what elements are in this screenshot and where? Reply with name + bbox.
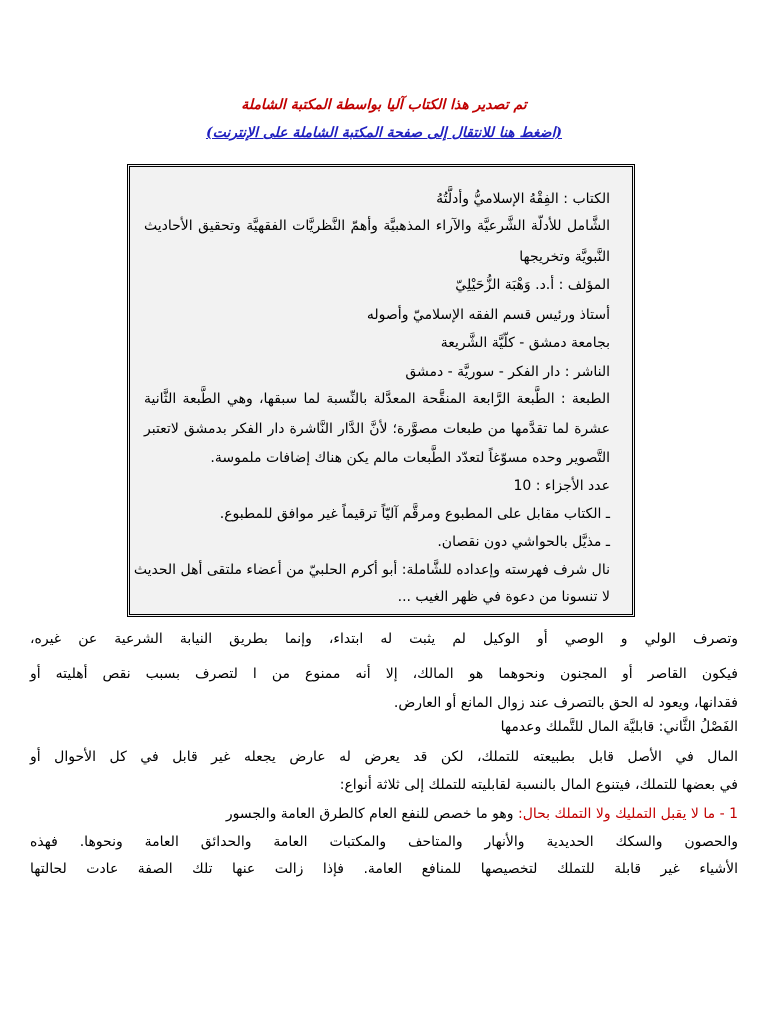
pagination-note-line: ـ الكتاب مقابل على المطبوع ومرقَّم آليّاً ترقيماً غير موافق للمطبوع. [219,506,610,522]
body-paragraph-line: فقدانها، ويعود له الحق بالتصرف عند زوال المانع أو العارض. [393,695,738,711]
indexer-credit-line: نال شرف فهرسته وإعداده للشَّاملة: أبو أكرم الحلبيّ من أعضاء ملتقى أهل الحديث [133,562,610,578]
author-line: المؤلف : أ.د. وَهْبَة الزُّحَيْلِيّ [455,277,610,293]
export-notice: تم تصدير هذا الكتاب آليا بواسطة المكتبة الشاملة [241,97,527,113]
book-title-line: الكتاب : الفِقْهُ الإسلاميُّ وأدلَّتُهُ [436,191,610,207]
prayer-request-line: لا تنسونا من دعوة في ظهر الغيب ... [397,589,610,605]
edition-line: التَّصوير وحده مسوّغاً لتعدّد الطَّبعات مالم يكن هناك إضافات ملموسة. [210,450,610,466]
footnotes-note-line: ـ مذيَّل بالحواشي دون نقصان. [437,534,610,550]
library-website-link[interactable]: (اضغط هنا للانتقال إلى صفحة المكتبة الشاملة على الإنترنت) [205,125,563,141]
book-subtitle-line: الشَّامل للأدلّة الشَّرعيَّة والآراء المذهبيَّة وأهمّ النَّظريَّات الفقهيَّة وتحقيق الأحاديث [144,218,610,234]
body-paragraph-line: في بعضها للتملك، فيتنوع المال بالنسبة لقابليته للتملك إلى ثلاثة أنواع: [339,777,738,793]
book-info-box [127,164,635,617]
body-paragraph-line: وتصرف الولي و الوصي أو الوكيل لم يثبت له ابتداء، وإنما بطريق النيابة الشرعية عن غيره، [30,631,738,647]
edition-line: عشرة لما تقدَّمها من طبعات مصوَّرة؛ لأنَّ الدَّار النَّاشرة دار الفكر بدمشق لاتعتبر [144,421,610,437]
edition-line: الطبعة : الطَّبعة الرَّابعة المنقَّحة المعدَّلة بالنِّسبة لما سبقها، وهي الطَّبعة الثَّانية [144,391,610,407]
body-paragraph-line: الأشياء غير قابلة للتملك لتخصيصها للمنافع العامة. فإذا زالت عنها تلك الصفة عادت لحالتها [30,861,738,877]
author-title-line: بجامعة دمشق - كلّيَّة الشَّريعة [440,335,610,351]
numbered-item-label: 1 - ما لا يقبل التمليك ولا التملك بحال: [517,806,738,822]
volumes-count-line: عدد الأجزاء : 10 [513,478,610,494]
book-subtitle-line: النَّبويَّة وتخريجها [519,249,610,265]
body-paragraph-line: المال في الأصل قابل بطبيعته للتملك، لكن قد يعرض له عارض يجعله غير قابل في كل الأحوال أو [30,749,738,765]
author-title-line: أستاذ ورئيس قسم الفقه الإسلاميّ وأصوله [366,307,610,323]
numbered-item-text: وهو ما خصص للنفع العام كالطرق العامة والجسور [225,806,514,822]
publisher-line: الناشر : دار الفكر - سوريَّة - دمشق [405,364,610,380]
numbered-item-line [30,803,738,825]
body-paragraph-line: فيكون القاصر أو المجنون ونحوهما هو المالك، إلا أنه ممنوع من ا لتصرف بسبب نقص أهليته أو [30,666,738,682]
body-paragraph-line: والحصون والسكك الحديدية والأنهار والمتاحف والمكتبات العامة والحدائق العامة ونحوها. فهذه [30,834,738,850]
section-heading: الفَصْلُ الثَّاني: قابليَّة المال للتَّملك وعدمها [500,719,738,735]
